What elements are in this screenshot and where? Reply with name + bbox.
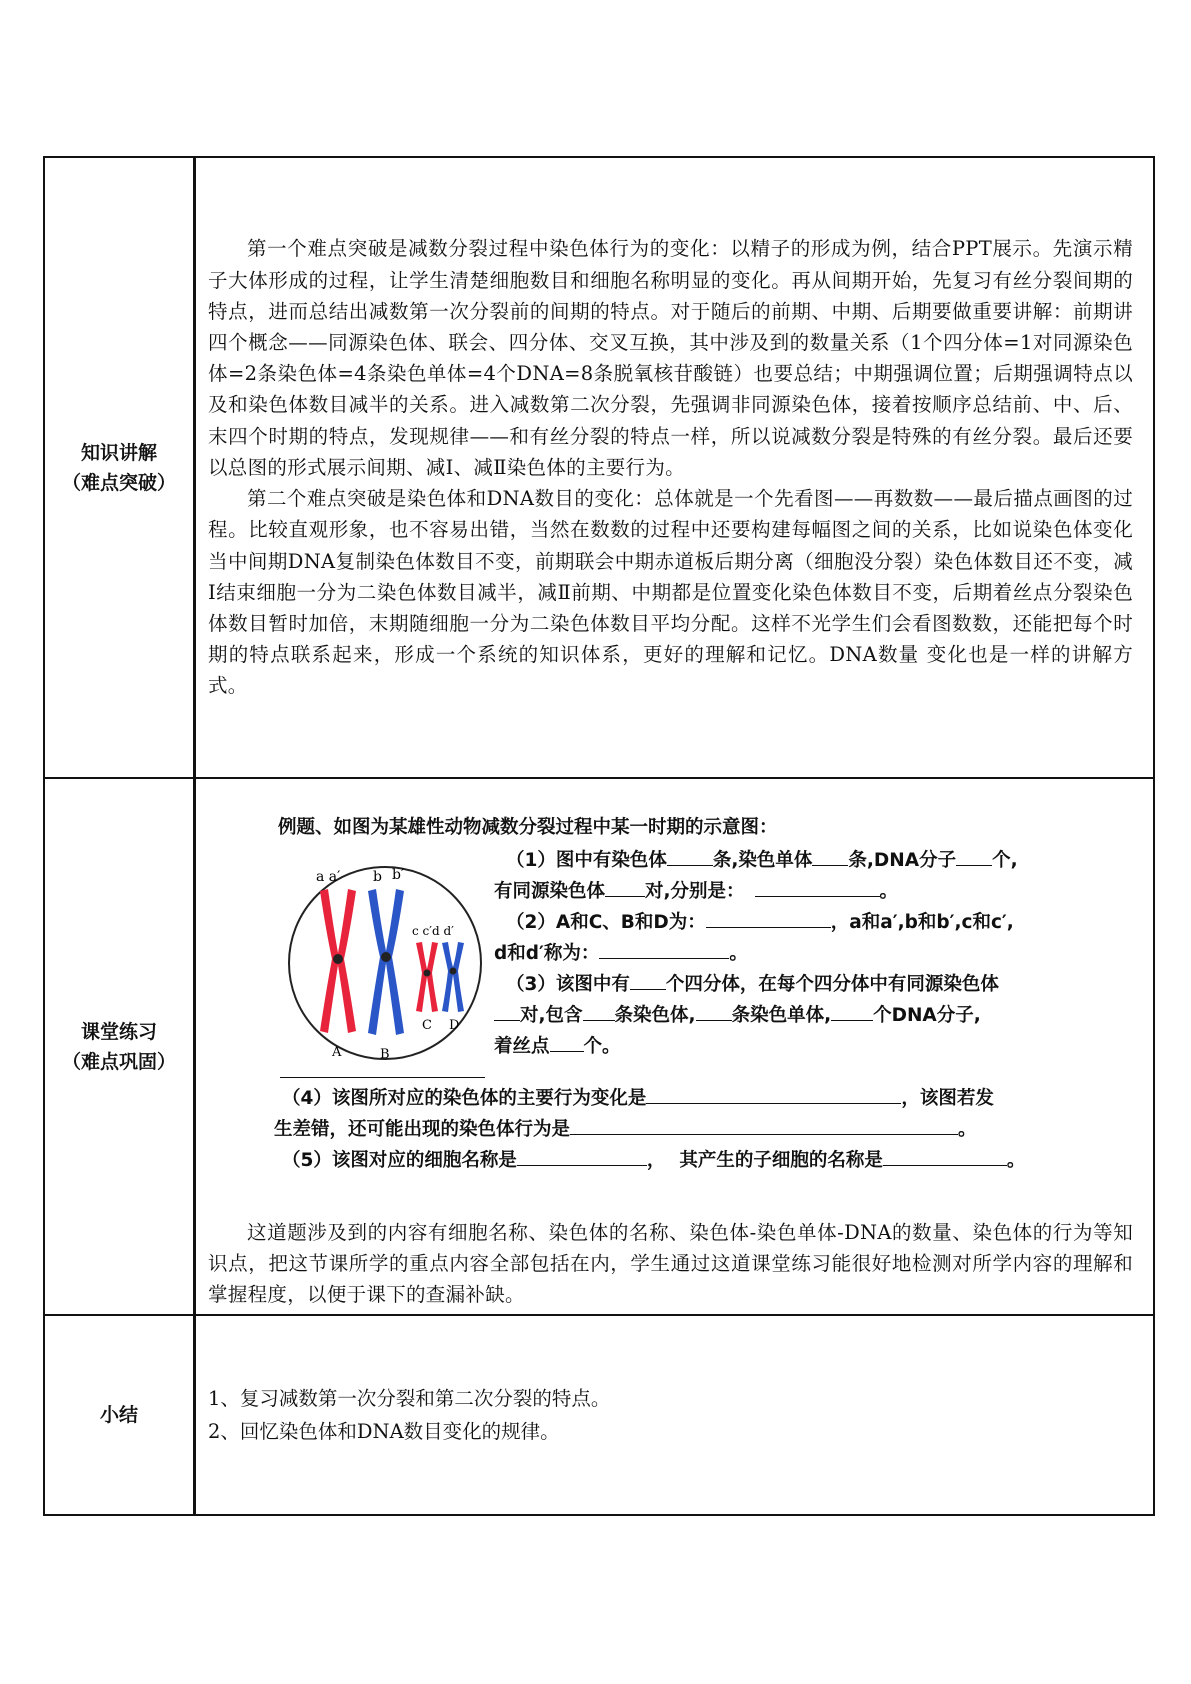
question-3a: （3）该图中有 个四分体，在每个四分体中有同源染色体 <box>506 969 1066 1000</box>
question-1b: 有同源染色体 对,分别是： 。 <box>494 876 1066 907</box>
row-label-summary <box>44 1315 195 1515</box>
content-summary <box>195 1315 1155 1515</box>
row-label-knowledge <box>44 157 195 778</box>
question-4b: 生差错，还可能出现的染色体行为是 。 <box>274 1114 1134 1145</box>
chromosome-D <box>442 942 464 1012</box>
label-subtitle: （难点巩固） <box>61 1050 176 1073</box>
label-aa: a a′ <box>316 869 341 885</box>
chromosome-C-shape <box>416 942 438 1012</box>
centromere-B <box>381 952 391 962</box>
row-label-exercise <box>44 778 195 1315</box>
figure-underline <box>280 1077 485 1078</box>
question-5: （5）该图对应的细胞名称是 ， 其产生的子细胞的名称是 。 <box>282 1145 1134 1176</box>
example-block <box>208 845 1133 1195</box>
label-title: 小结 <box>99 1404 138 1426</box>
chromosome-B <box>368 889 404 1035</box>
label-B: B <box>380 1047 390 1062</box>
centromere-C <box>424 970 431 977</box>
summary-item-2: 2、回忆染色体和DNA数目变化的规律。 <box>208 1420 560 1443</box>
centromere-D <box>450 968 457 975</box>
chromosome-figure <box>280 851 490 1071</box>
label-b: b <box>373 869 382 885</box>
chromosome-C <box>416 942 438 1012</box>
exercise-paragraph: 这道题涉及到的内容有细胞名称、染色体的名称、染色体-染色单体-DNA的数量、染色体的行为等知识点，把这节课所学的重点内容全部包括在内，学生通过这道课堂练习能很好地检测对所学内容的理解和掌握程度，以便于课下的查漏补缺。 <box>208 1221 1133 1307</box>
label-title: 课堂练习 <box>80 1020 157 1043</box>
questions-right <box>494 845 1066 1062</box>
example-title: 例题、如图为某雄性动物减数分裂过程中某一时期的示意图： <box>278 817 778 838</box>
question-3b: 对,包含 条染色体, 条染色单体, 个DNA分子, <box>494 1000 1066 1031</box>
chromosome-A <box>320 889 356 1033</box>
content-knowledge <box>195 157 1155 778</box>
label-subtitle: （难点突破） <box>61 471 176 494</box>
question-1a: （1）图中有染色体 条,染色单体 条,DNA分子 个, <box>506 845 1066 876</box>
label-title: 知识讲解 <box>80 441 157 464</box>
label-A: A <box>332 1045 342 1060</box>
row-exercise <box>44 778 1154 1315</box>
label-C: C <box>422 1018 432 1033</box>
question-3c: 着丝点 个。 <box>494 1031 1066 1062</box>
knowledge-paragraph-2: 第二个难点突破是染色体和DNA数目的变化：总体就是一个先看图——再数数——最后描点画图的过程。比较直观形象，也不容易出错，当然在数数的过程中还要构建每幅图之间的关系，比如说染色体变化当中间期DNA复制染色体数目不变，前期联会中期赤道板后期分离（细胞没分裂）染色体数目还不变，减Ⅰ结束细胞一分为二染色体数目减半，减Ⅱ前期、中期都是位置变化染色体数目不变，后期着丝点分裂染色体数目暂时加倍，末期随细胞一分为二染色体数目平均分配。这样不光学生们会看图数数，还能把每个时期的特点联系起来，形成一个系统的知识体系，更好的理解和记忆。DNA数量 变化也是一样的讲解方式。 <box>208 487 1133 698</box>
row-knowledge <box>44 157 1154 778</box>
summary-item-1: 1、复习减数第一次分裂和第二次分裂的特点。 <box>208 1387 611 1410</box>
question-4a: （4）该图所对应的染色体的主要行为变化是 ，该图若发 <box>282 1083 1134 1114</box>
questions-left <box>274 1083 1134 1176</box>
label-ccdd: c c′d d′ <box>412 924 454 938</box>
content-exercise <box>195 778 1155 1315</box>
chromosome-D-shape <box>442 942 464 1012</box>
lesson-table <box>43 156 1155 1516</box>
label-D: D <box>449 1018 460 1033</box>
label-b-prime: b′ <box>392 867 405 883</box>
row-summary <box>44 1315 1154 1515</box>
centromere-A <box>333 954 343 964</box>
question-2b: d和d′称为： 。 <box>494 938 1066 969</box>
question-2a: （2）A和C、B和D为： ，a和a′,b和b′,c和c′, <box>506 907 1066 938</box>
knowledge-paragraph-1: 第一个难点突破是减数分裂过程中染色体行为的变化：以精子的形成为例，结合PPT展示。先演示精子大体形成的过程，让学生清楚细胞数目和细胞名称明显的变化。再从间期开始，先复习有丝分裂间期的特点，进而总结出减数第一次分裂前的间期的特点。对于随后的前期、中期、后期要做重要讲解：前期讲四个概念——同源染色体、联会、四分体、交叉互换，其中涉及到的数量关系（1个四分体=1对同源染色体=2条染色体=4条染色单体=4个DNA=8条脱氧核苷酸链）也要总结；中期强调位置；后期强调特点以及和染色体数目减半的关系。进入减数第二次分裂，先强调非同源染色体，接着按顺序总结前、中、后、末四个时期的特点，发现规律——和有丝分裂的特点一样，所以说减数分裂是特殊的有丝分裂。最后还要以总图的形式展示间期、减Ⅰ、减Ⅱ染色体的主要行为。 <box>208 237 1133 479</box>
